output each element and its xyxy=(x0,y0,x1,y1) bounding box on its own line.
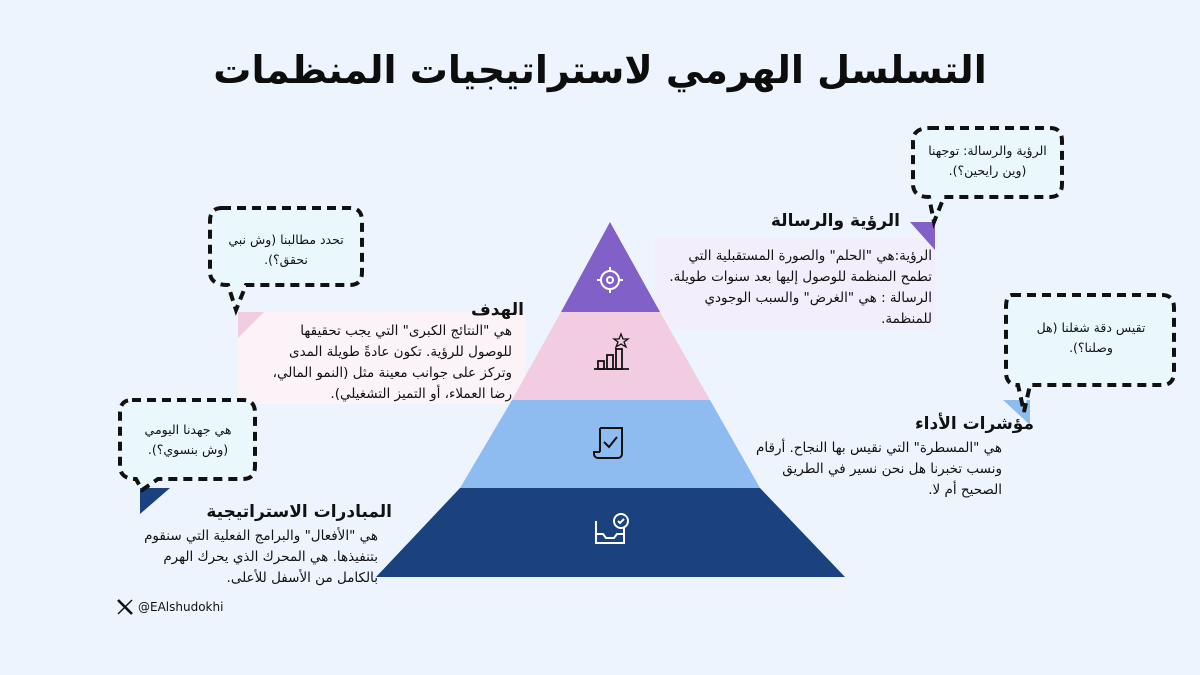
vision-label: الرؤية والرسالة xyxy=(770,211,900,231)
bubble-line: (وين رايحين؟). xyxy=(948,163,1027,178)
bubble-line: (وش بنسوي؟). xyxy=(147,442,229,457)
vision-line: تطمح المنظمة للوصول إليها بعد سنوات طويلة. xyxy=(669,269,932,285)
bubble-line: تقيس دقة شغلنا (هل xyxy=(1036,320,1146,335)
bubble-line: نحقق؟). xyxy=(264,252,308,267)
vision-description xyxy=(652,246,932,330)
initiatives-line: بتنفيذها. هي المحرك الذي يحرك الهرم xyxy=(163,549,378,565)
bubble-line: وصلنا؟). xyxy=(1069,340,1113,355)
x-logo-icon xyxy=(114,598,134,618)
initiatives-description xyxy=(113,526,378,589)
goal-label: الهدف xyxy=(470,300,524,320)
pyramid-tier-initiatives xyxy=(376,488,845,577)
kpi-line: الصحيح أم لا. xyxy=(928,482,1002,498)
vision-bubble-text xyxy=(920,141,1055,181)
bubble-line: تحدد مطالبنا (وش نبي xyxy=(228,232,344,247)
goal-line: للوصول للرؤية. تكون عادةً طويلة المدى xyxy=(289,344,512,360)
goal-description xyxy=(242,321,512,405)
bubble-line: هي جهدنا اليومي xyxy=(144,422,232,437)
bubble-line: الرؤية والرسالة: توجهنا xyxy=(928,143,1047,158)
initiatives-line: هي "الأفعال" والبرامج الفعلية التي سنقوم xyxy=(144,528,378,544)
goal-bubble-text xyxy=(217,230,355,270)
vision-line: للمنظمة. xyxy=(881,311,932,327)
vision-line: الرسالة : هي "الغرض" والسبب الوجودي xyxy=(704,290,932,306)
kpi-line: هي "المسطرة" التي نقيس بها النجاح. أرقام xyxy=(756,440,1002,456)
initiatives-bubble-text xyxy=(126,420,250,460)
vision-line: الرؤية:هي "الحلم" والصورة المستقبلية التي xyxy=(688,248,932,264)
kpi-description xyxy=(752,438,1002,501)
goal-line: رضا العملاء، أو التميز التشغيلي). xyxy=(330,386,512,402)
author-handle[interactable]: @EAlshudokhi xyxy=(138,600,224,614)
initiatives-line: بالكامل من الأسفل للأعلى. xyxy=(226,570,378,586)
initiatives-corner-marker xyxy=(140,488,170,514)
pyramid-tier-kpi xyxy=(460,400,760,488)
page-title: التسلسل الهرمي لاستراتيجيات المنظمات xyxy=(213,48,987,92)
goal-line: هي "النتائج الكبرى" التي يجب تحقيقها xyxy=(300,323,512,339)
kpi-label: مؤشرات الأداء xyxy=(914,414,1034,434)
initiatives-label: المبادرات الاستراتيجية xyxy=(206,502,392,522)
kpi-line: ونسب تخبرنا هل نحن نسير في الطريق xyxy=(782,461,1002,477)
goal-line: وتركز على جوانب معينة مثل (النمو المالي، xyxy=(272,365,512,381)
kpi-bubble-text xyxy=(1016,318,1166,358)
